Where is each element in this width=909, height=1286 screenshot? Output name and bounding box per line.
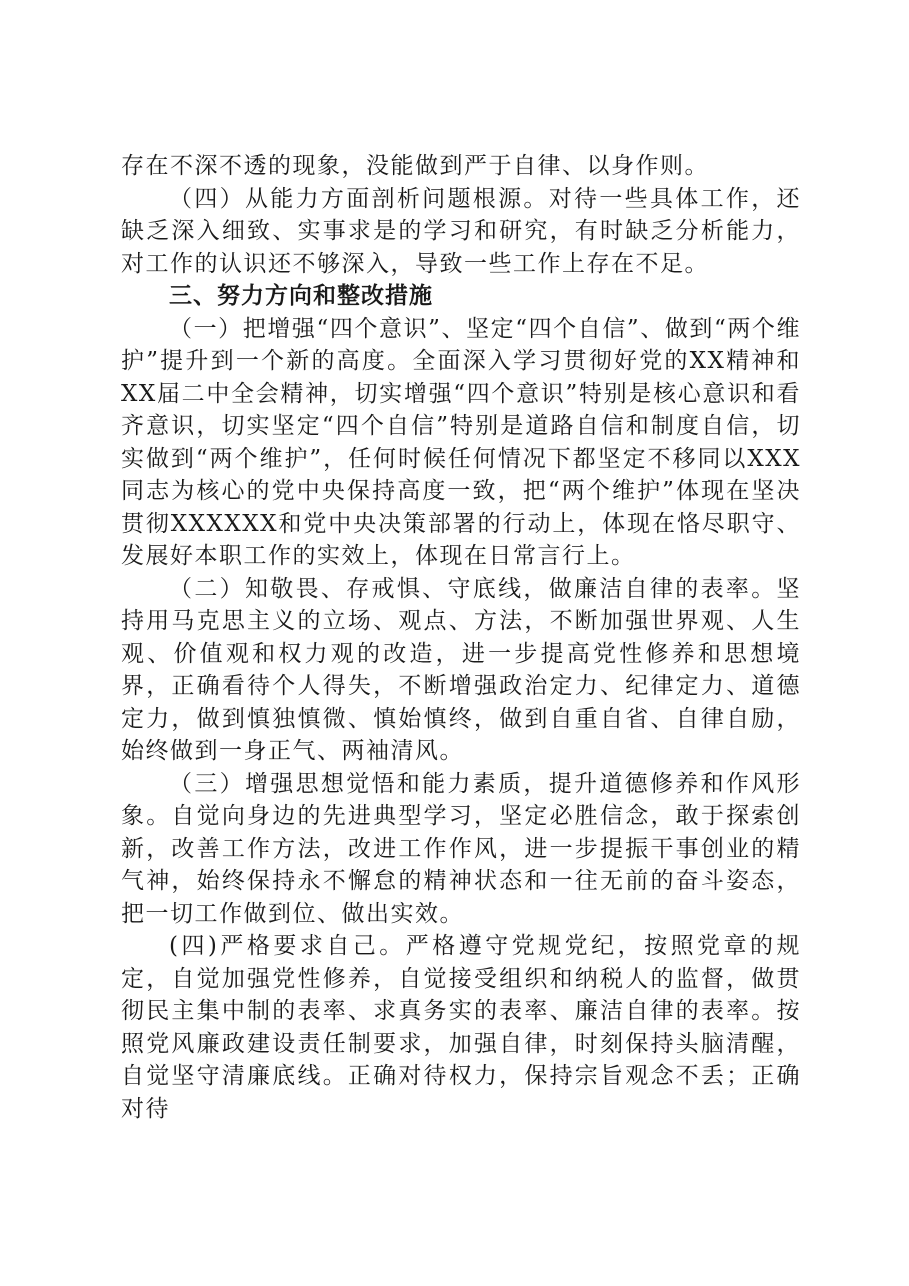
paragraph-measure-1: （一）把增强“四个意识”、坚定“四个自信”、做到“两个维护”提升到一个新的高度。全面深入学习贯彻好党的XX精神和XX届二中全会精神，切实增强“四个意识”特别是核心意识和看齐意识，切实坚定“四个自信”特别是道路自信和制度自信，切实做到“两个维护”，任何时候任何情况下都坚定不移同以XXX同志为核心的党中央保持高度一致，把“两个维护”体现在坚决贯彻XXXXXX和党中央决策部署的行动上，体现在恪尽职守、发展好本职工作的实效上，体现在日常言行上。 <box>121 315 801 569</box>
section-heading: 三、努力方向和整改措施 <box>169 283 433 309</box>
paragraph-measure-3: （三）增强思想觉悟和能力素质，提升道德修养和作风形象。自觉向身边的先进典型学习，坚定必胜信念，敢于探索创新，改善工作方法，改进工作作风，进一步提振干事创业的精气神，始终保持永不懈怠的精神状态和一往无前的奋斗姿态，把一切工作做到位、做出实效。 <box>121 770 801 927</box>
paragraph-measure-2: （二）知敬畏、存戒惧、守底线，做廉洁自律的表率。坚持用马克思主义的立场、观点、方法，不断加强世界观、人生观、价值观和权力观的改造，进一步提高党性修养和思想境界，正确看待个人得失，不断增强政治定力、纪律定力、道德定力，做到慎独慎微、慎始慎终，做到自重自省、自律自励，始终做到一身正气、两袖清风。 <box>121 575 801 764</box>
paragraph-continuation: 存在不深不透的现象，没能做到严于自律、以身作则。 <box>121 153 709 179</box>
paragraph-ability-analysis: （四）从能力方面剖析问题根源。对待一些具体工作，还缺乏深入细致、实事求是的学习和研究，有时缺乏分析能力，对工作的认识还不够深入，导致一些工作上存在不足。 <box>121 185 801 277</box>
document-body <box>121 150 801 1125</box>
paragraph-measure-4: (四)严格要求自己。严格遵守党规党纪，按照党章的规定，自觉加强党性修养，自觉接受组织和纳税人的监督，做贯彻民主集中制的表率、求真务实的表率、廉洁自律的表率。按照党风廉政建设责任制要求，加强自律，时刻保持头脑清醒，自觉坚守清廉底线。正确对待权力，保持宗旨观念不丢；正确对待 <box>121 933 801 1122</box>
